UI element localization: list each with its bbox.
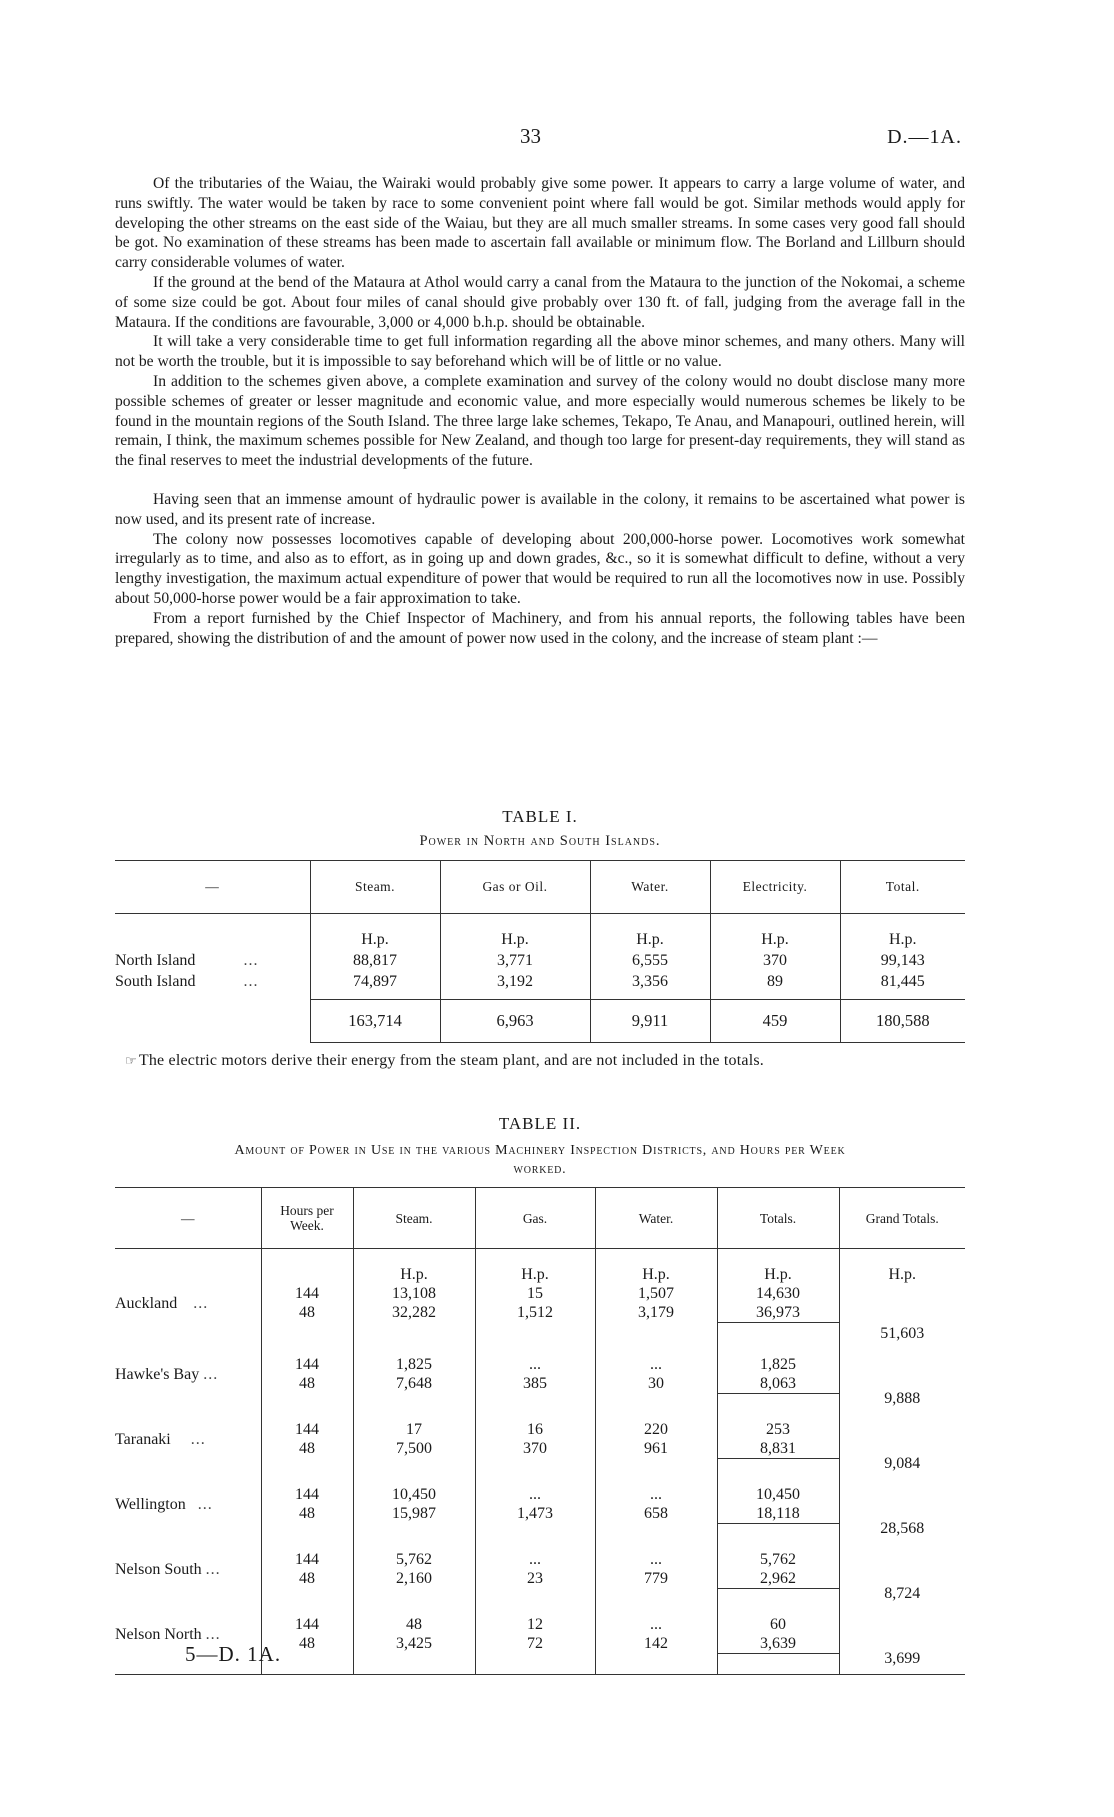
table-cell: 14,630 xyxy=(756,1285,800,1302)
table-cell: 81,445 xyxy=(840,971,965,999)
table-cell: 13,108 xyxy=(392,1285,436,1302)
table-cell: 48 xyxy=(299,1375,315,1392)
table-cell: 5,762 xyxy=(396,1551,432,1568)
table-cell: 2,160 xyxy=(396,1570,432,1587)
table1-header-gas: Gas or Oil. xyxy=(440,861,590,914)
row-label: South Island xyxy=(115,973,196,990)
table-cell: 3,639 xyxy=(718,1634,839,1654)
total-cell: 459 xyxy=(710,999,840,1042)
unit-label: H.p. xyxy=(710,914,840,951)
table-cell: 144 xyxy=(295,1356,319,1373)
table-cell: 142 xyxy=(644,1635,668,1652)
body-text xyxy=(115,174,965,648)
table-cell: ... xyxy=(529,1356,541,1373)
table-cell: 3,425 xyxy=(396,1635,432,1652)
unit-label: H.p. xyxy=(717,1249,839,1285)
note-text: The electric motors derive their energy from the steam plant, and are not included in the totals. xyxy=(138,1052,764,1069)
table-cell: 1,825 xyxy=(760,1356,796,1373)
table-row xyxy=(115,1343,965,1408)
table-cell: 144 xyxy=(295,1551,319,1568)
table2 xyxy=(115,1187,965,1675)
table-cell: 779 xyxy=(644,1570,668,1587)
table-cell: 2,962 xyxy=(718,1569,839,1589)
table-cell: 30 xyxy=(648,1375,664,1392)
table2-header-steam: Steam. xyxy=(353,1188,475,1249)
table-row xyxy=(115,1473,965,1538)
table-cell: 8,063 xyxy=(718,1374,839,1394)
table1-header-label: — xyxy=(115,861,310,914)
table2-subtitle-line: worked. xyxy=(513,1162,567,1177)
table-cell: ... xyxy=(650,1486,662,1503)
table-cell: 961 xyxy=(644,1440,668,1457)
leader-dots: ... xyxy=(190,1431,206,1448)
total-cell: 9,911 xyxy=(590,999,710,1042)
grand-total: 3,699 xyxy=(884,1650,921,1667)
table1-header-steam: Steam. xyxy=(310,861,440,914)
table-cell: ... xyxy=(529,1486,541,1503)
table-cell: 10,450 xyxy=(756,1486,800,1503)
table-row xyxy=(115,950,965,971)
table1-header-water: Water. xyxy=(590,861,710,914)
table-cell: 144 xyxy=(295,1285,319,1302)
table-cell: 7,648 xyxy=(396,1375,432,1392)
table-cell: ... xyxy=(650,1551,662,1568)
table-cell: 144 xyxy=(295,1421,319,1438)
paragraph: Of the tributaries of the Waiau, the Wairaki would probably give some power. It appears to carry a large volume of water, and runs swiftly. The water would be taken by race to some convenient point where fall would be got. Similar methods would apply for developing the other streams on the east side of the Waiau, but they are all much smaller streams. In some cases very good fall should be got. No examination of these streams has been made to ascertain fall available or minimum flow. The Borland and Lillburn should carry considerable volumes of water. xyxy=(115,175,965,272)
table-cell: 15 xyxy=(527,1285,543,1302)
grand-total: 9,084 xyxy=(884,1455,921,1472)
table2-header-hours: Hours per Week. xyxy=(261,1188,353,1249)
table-cell: 7,500 xyxy=(396,1440,432,1457)
paragraph: In addition to the schemes given above, a complete examination and survey of the colony would no doubt disclose many more possible schemes of greater or lesser magnitude and economic value, and more especially would numerous schemes be likely to be found in the mountain regions of the South Island. The three large lake schemes, Tekapo, Te Anau, and Manapouri, outlined herein, will remain, I think, the maximum schemes possible for New Zealand, and though too large for present-day requirements, they will stand as the final reserves to meet the industrial developments of the future. xyxy=(115,372,965,470)
table1-header-total: Total. xyxy=(840,861,965,914)
unit-label: H.p. xyxy=(840,914,965,951)
table-cell: 1,512 xyxy=(517,1304,553,1321)
table2-header-totals: Totals. xyxy=(717,1188,839,1249)
leader-dots: ... xyxy=(243,952,259,969)
table-cell: ... xyxy=(529,1551,541,1568)
unit-label: H.p. xyxy=(839,1249,965,1285)
table-cell: 144 xyxy=(295,1486,319,1503)
table-cell: 16 xyxy=(527,1421,543,1438)
table-cell: 6,555 xyxy=(590,950,710,971)
table-cell: 72 xyxy=(527,1635,543,1652)
table-cell: 99,143 xyxy=(840,950,965,971)
table2-subtitle xyxy=(115,1141,965,1179)
table-cell: 48 xyxy=(406,1616,422,1633)
table1-header-electricity: Electricity. xyxy=(710,861,840,914)
table-cell: 370 xyxy=(523,1440,547,1457)
pointing-hand-icon: ☞ xyxy=(125,1053,137,1068)
total-cell: 163,714 xyxy=(310,999,440,1042)
table2-title: TABLE II. xyxy=(498,1114,582,1133)
table-cell: 385 xyxy=(523,1375,547,1392)
table-cell: 220 xyxy=(644,1421,668,1438)
table-cell: ... xyxy=(650,1356,662,1373)
unit-label: H.p. xyxy=(310,914,440,951)
table-row xyxy=(115,1408,965,1473)
table-cell: 48 xyxy=(299,1570,315,1587)
table-cell: 3,179 xyxy=(638,1304,674,1321)
table-cell: 12 xyxy=(527,1616,543,1633)
paragraph: If the ground at the bend of the Mataura at Athol would carry a canal from the Mataura to the junction of the Nokomai, a scheme of some size could be got. About four miles of canal should give probably over 130 ft. of fall, judging from the average fall in the Mataura. If the conditions are favourable, 3,000 or 4,000 b.h.p. should be obtainable. xyxy=(115,273,965,331)
table-cell: 370 xyxy=(710,950,840,971)
unit-label: H.p. xyxy=(595,1249,717,1285)
leader-dots: ... xyxy=(205,1561,221,1578)
table-cell: 36,973 xyxy=(718,1303,839,1323)
leader-dots: ... xyxy=(197,1496,213,1513)
table-cell: 3,192 xyxy=(440,971,590,999)
document-code: D.—1A. xyxy=(887,126,962,148)
table-cell: 48 xyxy=(299,1440,315,1457)
grand-total: 9,888 xyxy=(884,1390,921,1407)
table-row xyxy=(115,1284,965,1343)
grand-total: 28,568 xyxy=(880,1520,925,1537)
total-cell: 6,963 xyxy=(440,999,590,1042)
paragraph: Having seen that an immense amount of hydraulic power is available in the colony, it remains to be ascertained what power is now used, and its present rate of increase. xyxy=(115,490,965,528)
table-cell: 89 xyxy=(710,971,840,999)
table1-title: TABLE I. xyxy=(502,807,578,826)
table-cell: 658 xyxy=(644,1505,668,1522)
table1-note xyxy=(125,1052,764,1070)
table-cell: 8,831 xyxy=(718,1439,839,1459)
unit-label: H.p. xyxy=(353,1249,475,1285)
district-name: Nelson North xyxy=(115,1626,202,1643)
table-cell: 48 xyxy=(299,1505,315,1522)
unit-label: H.p. xyxy=(440,914,590,951)
table-cell: 32,282 xyxy=(392,1304,436,1321)
table1 xyxy=(115,860,965,1043)
unit-label: H.p. xyxy=(475,1249,595,1285)
table2-header-gas: Gas. xyxy=(475,1188,595,1249)
paragraph: It will take a very considerable time to get full information regarding all the above minor schemes, and many others. Many will not be worth the trouble, but it is impossible to say beforehand which will be of little or no value. xyxy=(115,333,965,371)
district-name: Auckland xyxy=(115,1295,178,1312)
leader-dots: ... xyxy=(203,1366,219,1383)
total-cell: 180,588 xyxy=(840,999,965,1042)
table-cell: 1,825 xyxy=(396,1356,432,1373)
page-number: 33 xyxy=(520,124,541,148)
table-cell: 60 xyxy=(770,1616,786,1633)
table-cell: 17 xyxy=(406,1421,422,1438)
district-name: Taranaki xyxy=(115,1431,171,1448)
table-row xyxy=(115,1538,965,1603)
table-cell: 144 xyxy=(295,1616,319,1633)
table-cell: 15,987 xyxy=(392,1505,436,1522)
table-cell: 1,473 xyxy=(517,1505,553,1522)
table-cell: 88,817 xyxy=(310,950,440,971)
unit-label: H.p. xyxy=(590,914,710,951)
leader-dots: ... xyxy=(193,1295,209,1312)
row-label: North Island xyxy=(115,952,196,969)
leader-dots: ... xyxy=(205,1626,221,1643)
footer-signature: 5—D. 1A. xyxy=(185,1642,282,1666)
table2-subtitle-line: Amount of Power in Use in the various Machinery Inspection Districts, and Hours per Week xyxy=(234,1143,846,1158)
table-cell: 3,356 xyxy=(590,971,710,999)
table-cell: 18,118 xyxy=(718,1504,839,1524)
district-name: Nelson South xyxy=(115,1561,202,1578)
table2-header-district: — xyxy=(115,1188,261,1249)
table-cell: 1,507 xyxy=(638,1285,674,1302)
district-name: Hawke's Bay xyxy=(115,1366,200,1383)
paragraph: From a report furnished by the Chief Inspector of Machinery, and from his annual reports, the following tables have been prepared, showing the distribution of and the amount of power now used in the colony, and the increase of steam plant :— xyxy=(115,609,965,647)
paragraph: The colony now possesses locomotives capable of developing about 200,000-horse power. Locomotives work somewhat irregularly as to time, and also as to effort, as in going up and down grades, &c., so it is somewhat difficult to define, without a very lengthy investigation, the maximum actual expenditure of power that would be required to run all the locomotives now in use. Possibly about 50,000-horse power would be a fair approximation to take. xyxy=(115,530,965,607)
leader-dots: ... xyxy=(243,973,259,990)
table-cell: 253 xyxy=(766,1421,790,1438)
table-cell: 3,771 xyxy=(440,950,590,971)
grand-total: 8,724 xyxy=(884,1585,921,1602)
table-total-row xyxy=(115,999,965,1042)
table1-subtitle: Power in North and South Islands. xyxy=(419,833,661,849)
table2-header-water: Water. xyxy=(595,1188,717,1249)
table-cell: 23 xyxy=(527,1570,543,1587)
table-cell: 10,450 xyxy=(392,1486,436,1503)
table-cell: 5,762 xyxy=(760,1551,796,1568)
table-cell: ... xyxy=(650,1616,662,1633)
grand-total: 51,603 xyxy=(880,1325,925,1342)
table-cell: 74,897 xyxy=(310,971,440,999)
table-cell: 48 xyxy=(299,1635,315,1652)
district-name: Wellington xyxy=(115,1496,186,1513)
table-cell: 48 xyxy=(299,1304,315,1321)
table-row xyxy=(115,971,965,999)
table2-header-grand-totals: Grand Totals. xyxy=(839,1188,965,1249)
